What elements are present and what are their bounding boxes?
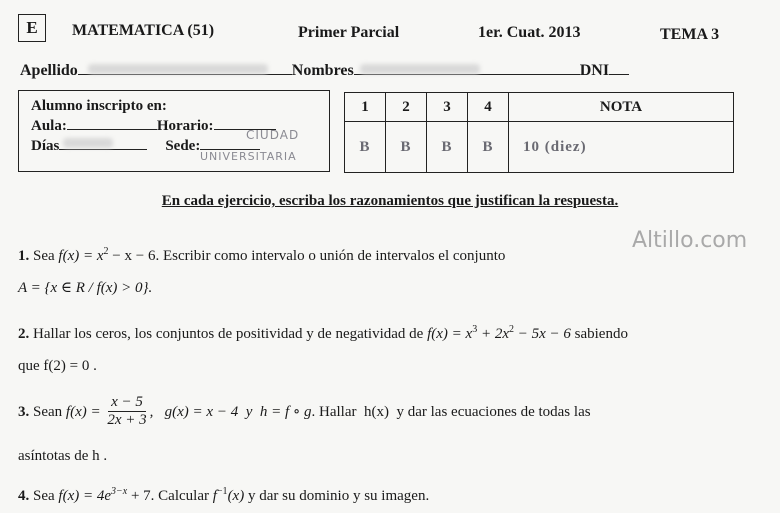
exam-term: 1er. Cuat. 2013 [478, 24, 581, 41]
dni-label: DNI [579, 62, 610, 79]
grade-value-3: B [427, 122, 468, 173]
exercise-2-text-a: Hallar los ceros, los conjuntos de positividad y de negatividad de [33, 326, 424, 342]
exercise-3-function-lhs: f(x) = [65, 403, 101, 420]
exercise-1-line-1: 1. Sea $f(x) = x^2 - x - 6$. Escribir como intervalo o unión de intervalos el conjunto [18, 246, 506, 264]
exercise-4-exponent: 3−x [111, 486, 128, 497]
apellido-label: Apellido [20, 62, 78, 79]
aula-label: Aula: [31, 118, 67, 134]
exercise-3-line-1 [18, 394, 591, 429]
grade-value-2: B [386, 122, 427, 173]
exercise-4-inverse-arg: (x) [227, 488, 245, 504]
student-line [20, 60, 760, 80]
exercise-1-function: f(x) = x [58, 248, 104, 264]
sede-handwriting-1: CIUDAD [246, 128, 300, 142]
exercise-4-inverse-exp: −1 [216, 486, 228, 497]
apellido-field [78, 60, 292, 75]
enrollment-title: Alumno inscripto en: [31, 98, 167, 114]
exercise-2-number: 2. [18, 326, 30, 342]
grades-header-row [345, 93, 734, 122]
grade-value-4: B [468, 122, 509, 173]
instruction-text: En cada ejercicio, escriba los razonamientos que justifican la respuesta. [161, 193, 619, 209]
exercise-2-line-1: 2. Hallar los ceros, los conjuntos de positividad y de negatividad de $f(x) = x^3 + 2x^2 - 5x - 6$ sabiendo [18, 324, 628, 342]
grade-header-1: 1 [345, 93, 386, 122]
exercise-3-denominator: 2x + 3 [107, 412, 147, 428]
exercise-4-inverse: f [212, 488, 217, 504]
grade-value-1: B [345, 122, 386, 173]
grade-header-4: 4 [468, 93, 509, 122]
horario-label: Horario: [156, 118, 214, 134]
exercise-2-function-mid: + 2x [477, 326, 509, 342]
grade-header-nota: NOTA [509, 93, 734, 122]
exercise-3-g-h: , g(x) = x − 4 y h = f ∘ g [149, 403, 312, 420]
exercise-4-text-tail: y dar su dominio y su imagen. [244, 488, 430, 504]
subject-title: MATEMATICA (51) [72, 22, 215, 39]
grades-value-row [345, 122, 734, 173]
exercise-2-function-rest: − 5x − 6 [513, 326, 571, 342]
exam-tema: TEMA 3 [660, 26, 720, 43]
exercise-4-text-rest: + 7. Calcular [127, 488, 209, 504]
exercise-1-number: 1. [18, 248, 30, 264]
aula-field [67, 115, 157, 130]
exercise-1-text-a: Sea [33, 248, 55, 264]
exercise-3-text-rest: . Hallar h(x) y dar las ecuaciones de todas las [311, 403, 591, 420]
nombres-label: Nombres [291, 62, 354, 79]
exercise-3-fraction [104, 394, 149, 429]
exercise-2-function: f(x) = x [427, 326, 473, 342]
grade-value-nota: 10 (diez) [509, 122, 734, 173]
exercise-4-line-1 [18, 482, 429, 506]
sede-handwriting-2: UNIVERSITARIA [200, 150, 297, 163]
exercise-3-number: 3. [18, 403, 30, 420]
exercise-2-text-tail: sabiendo [574, 326, 628, 342]
watermark: Altillo.com [632, 228, 748, 253]
exercise-4-number: 4. [18, 488, 30, 504]
dias-field [59, 135, 147, 150]
grade-header-2: 2 [386, 93, 427, 122]
dias-label: Días [31, 138, 60, 154]
exercise-3-numerator: x − 5 [108, 394, 146, 412]
exam-letter-box: E [18, 14, 46, 42]
exercise-3-text-a: Sean [33, 403, 63, 420]
exercise-4-text-a: Sea [33, 488, 55, 504]
exercise-2-line-2: que f(2) = 0 . [18, 358, 97, 374]
exercise-1-text-rest: − x − 6. Escribir como intervalo o unión de intervalos el conjunto [108, 248, 506, 264]
grade-header-3: 3 [427, 93, 468, 122]
exercise-1-line-2: A = {x ∈ R / f(x) > 0}. [18, 280, 153, 296]
exam-name: Primer Parcial [298, 24, 400, 41]
exercise-3-line-2: asíntotas de h . [18, 448, 108, 464]
nombres-field [354, 60, 580, 75]
grades-table [344, 92, 734, 173]
sede-label: Sede: [165, 138, 201, 154]
dni-field [609, 60, 629, 75]
exercise-4-function: f(x) = 4e [58, 488, 112, 504]
